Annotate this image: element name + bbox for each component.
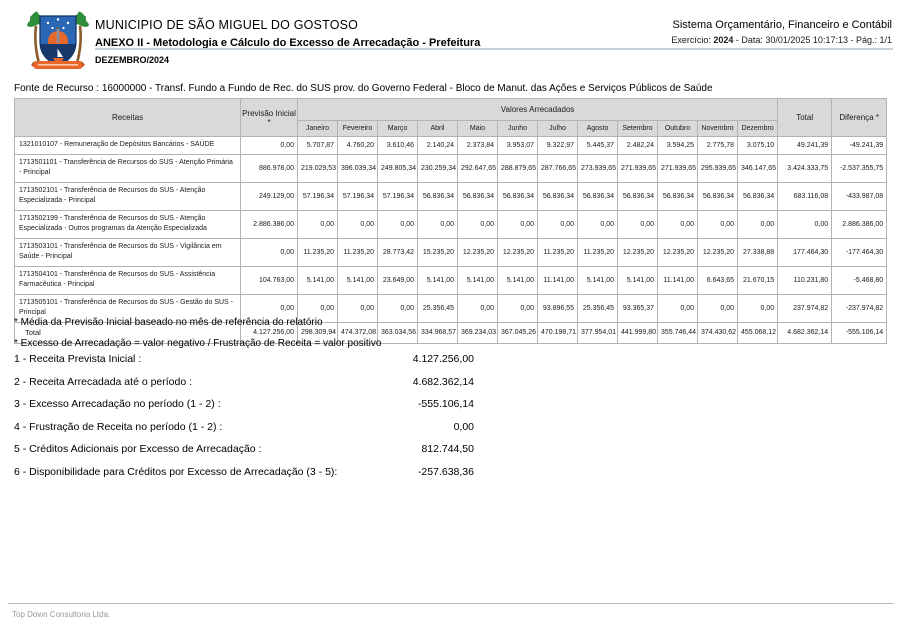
month-header: Dezembro <box>738 121 778 137</box>
month-header: Setembro <box>618 121 658 137</box>
value-cell: 0,00 <box>241 294 298 322</box>
value-cell: 0,00 <box>498 294 538 322</box>
summary-label: 3 - Excesso Arrecadação no período (1 - 2) : <box>14 398 221 410</box>
value-cell: -49.241,39 <box>832 137 887 155</box>
municipal-coat-of-arms-icon <box>27 8 89 79</box>
value-cell: 0,00 <box>458 294 498 322</box>
month-header: Outubro <box>658 121 698 137</box>
receita-label: 1713505101 - Transferência de Recursos do SUS - Gestão do SUS - Principal <box>15 294 241 322</box>
month-header: Fevereiro <box>338 121 378 137</box>
month-header: Julho <box>538 121 578 137</box>
value-cell: 295.939,65 <box>698 154 738 182</box>
value-cell: 3.424.333,75 <box>778 154 832 182</box>
value-cell: 56.836,34 <box>578 182 618 210</box>
receita-label: 1713502101 - Transferência de Recursos do SUS - Atenção Especializada - Principal <box>15 182 241 210</box>
value-cell: 56.836,34 <box>698 182 738 210</box>
value-cell: 3.953,07 <box>498 137 538 155</box>
value-cell: 2.775,78 <box>698 137 738 155</box>
table-row <box>15 154 887 182</box>
value-cell: -433.987,08 <box>832 182 887 210</box>
summary-label: 2 - Receita Arrecadada até o período : <box>14 375 193 388</box>
value-cell: 2.140,24 <box>418 137 458 155</box>
summary-label: 5 - Créditos Adicionais por Excesso de Arrecadação : <box>14 443 262 455</box>
value-cell: 292.647,65 <box>458 154 498 182</box>
value-cell: 4.760,20 <box>338 137 378 155</box>
month-header: Janeiro <box>298 121 338 137</box>
value-cell: 57.196,34 <box>338 182 378 210</box>
month-header: Abril <box>418 121 458 137</box>
summary-row <box>14 443 474 455</box>
value-cell: 369.234,03 <box>458 322 498 343</box>
report-title: ANEXO II - Metodologia e Cálculo do Excesso de Arrecadação - Prefeitura <box>95 37 481 49</box>
value-cell: 377.954,01 <box>578 322 618 343</box>
value-cell: 25.356,45 <box>418 294 458 322</box>
value-cell: 12.235,20 <box>658 238 698 266</box>
value-cell: 441.999,80 <box>618 322 658 343</box>
value-cell: 5.707,87 <box>298 137 338 155</box>
table-row <box>15 238 887 266</box>
value-cell: 0,00 <box>298 210 338 238</box>
value-cell: 0,00 <box>498 210 538 238</box>
month-header: Março <box>378 121 418 137</box>
consultancy-name: Top Down Consultoria Ltda. <box>12 610 111 619</box>
value-cell: 56.836,34 <box>418 182 458 210</box>
receita-label: 1713501101 - Transferência de Recursos do SUS - Atenção Primária - Principal <box>15 154 241 182</box>
value-cell: 0,00 <box>538 210 578 238</box>
receita-label: Total <box>15 322 241 343</box>
value-cell: 11.235,20 <box>338 238 378 266</box>
value-cell: 0,00 <box>578 210 618 238</box>
value-cell: 219.029,53 <box>298 154 338 182</box>
value-cell: 0,00 <box>658 294 698 322</box>
value-cell: 0,00 <box>618 210 658 238</box>
value-cell: 56.836,34 <box>658 182 698 210</box>
municipality-name: MUNICIPIO DE SÃO MIGUEL DO GOSTOSO <box>95 18 359 32</box>
value-cell: 11.141,00 <box>538 266 578 294</box>
value-cell: 249.805,34 <box>378 154 418 182</box>
value-cell: 5.141,00 <box>498 266 538 294</box>
value-cell: 0,00 <box>778 210 832 238</box>
receita-label: 1321010107 - Remuneração de Depósitos Bancários - SAÚDE <box>15 137 241 155</box>
value-cell: 3.075,10 <box>738 137 778 155</box>
table-row <box>15 182 887 210</box>
value-cell: 0,00 <box>738 294 778 322</box>
value-cell: 237.974,82 <box>778 294 832 322</box>
value-cell: 12.235,20 <box>698 238 738 266</box>
summary-value: 4.682.362,14 <box>412 375 474 388</box>
value-cell: 25.356,45 <box>578 294 618 322</box>
value-cell: 177.464,30 <box>778 238 832 266</box>
page-footer <box>8 603 894 619</box>
col-header-previsao-inicial: Previsão Inicial * <box>241 99 298 137</box>
col-header-diferenca: Diferença * <box>832 99 887 137</box>
table-row <box>15 137 887 155</box>
value-cell: 11.235,20 <box>538 238 578 266</box>
value-cell: 11.141,00 <box>658 266 698 294</box>
value-cell: 0,00 <box>738 210 778 238</box>
value-cell: 346.147,65 <box>738 154 778 182</box>
receita-label: 1713503101 - Transferência de Recursos do SUS - Vigilância em Saúde - Principal <box>15 238 241 266</box>
summary-row <box>14 398 474 410</box>
value-cell: 0,00 <box>378 210 418 238</box>
value-cell: 249.129,00 <box>241 182 298 210</box>
value-cell: 15.235,20 <box>418 238 458 266</box>
col-header-valores-arrecadados: Valores Arrecadados <box>298 99 778 121</box>
value-cell: 374.430,62 <box>698 322 738 343</box>
value-cell: 56.836,34 <box>618 182 658 210</box>
value-cell: 93.365,37 <box>618 294 658 322</box>
summary-row <box>14 466 474 478</box>
summary-value: 0,00 <box>453 420 474 433</box>
report-period: DEZEMBRO/2024 <box>95 55 170 65</box>
footnote: * Excesso de Arrecadação = valor negativo / Frustração de Receita = valor positivo <box>14 338 382 349</box>
value-cell: 0,00 <box>338 210 378 238</box>
value-cell: 57.196,34 <box>378 182 418 210</box>
value-cell: 2.886.386,00 <box>832 210 887 238</box>
value-cell: 288.879,65 <box>498 154 538 182</box>
summary-label: 6 - Disponibilidade para Créditos por Excesso de Arrecadação (3 - 5): <box>14 465 338 478</box>
value-cell: 21.670,15 <box>738 266 778 294</box>
value-cell: 0,00 <box>241 238 298 266</box>
value-cell: 2.373,84 <box>458 137 498 155</box>
value-cell: 5.141,00 <box>458 266 498 294</box>
system-name: Sistema Orçamentário, Financeiro e Contábil <box>672 19 892 31</box>
summary-label: 4 - Frustração de Receita no período (1 - 2) : <box>14 420 223 433</box>
value-cell: 57.196,34 <box>298 182 338 210</box>
value-cell: 104.763,00 <box>241 266 298 294</box>
value-cell: 5.141,00 <box>618 266 658 294</box>
fonte-de-recurso: Fonte de Recurso : 16000000 - Transf. Fundo a Fundo de Rec. do SUS prov. do Governo Federal - Bloco de Manut. das Ações e Serviços Públicos de Saúde <box>14 83 713 94</box>
col-header-total: Total <box>778 99 832 137</box>
value-cell: 367.045,26 <box>498 322 538 343</box>
value-cell: 4.127.256,00 <box>241 322 298 343</box>
summary-label: 1 - Receita Prevista Inicial : <box>14 353 142 365</box>
value-cell: 56.836,34 <box>498 182 538 210</box>
summary-row <box>14 376 474 388</box>
value-cell: 355.746,44 <box>658 322 698 343</box>
exercise-year: 2024 <box>713 35 734 45</box>
value-cell: 474.372,08 <box>338 322 378 343</box>
value-cell: 287.766,65 <box>538 154 578 182</box>
value-cell: 56.836,34 <box>458 182 498 210</box>
summary-row <box>14 421 474 433</box>
value-cell: 0,00 <box>698 294 738 322</box>
value-cell: 23.649,00 <box>378 266 418 294</box>
summary-value: 812.744,50 <box>421 443 474 455</box>
value-cell: 271.939,65 <box>658 154 698 182</box>
value-cell: 93.896,55 <box>538 294 578 322</box>
value-cell: 273.939,65 <box>578 154 618 182</box>
receita-label: 1713502199 - Transferência de Recursos do SUS - Atenção Especializada - Outros programas da Atenção Especializada <box>15 210 241 238</box>
value-cell: -177.464,30 <box>832 238 887 266</box>
value-cell: 298.309,94 <box>298 322 338 343</box>
value-cell: 886.978,00 <box>241 154 298 182</box>
value-cell: 6.643,65 <box>698 266 738 294</box>
value-cell: 5.141,00 <box>298 266 338 294</box>
value-cell: 3.594,25 <box>658 137 698 155</box>
value-cell: 2.886.386,00 <box>241 210 298 238</box>
receita-label: 1713504101 - Transferência de Recursos do SUS - Assistência Farmacêutica - Principal <box>15 266 241 294</box>
footnote: * Média da Previsão Inicial baseado no mês de referência do relatório <box>14 317 323 328</box>
value-cell: -237.974,82 <box>832 294 887 322</box>
value-cell: 11.235,20 <box>298 238 338 266</box>
value-cell: 11.235,20 <box>578 238 618 266</box>
value-cell: 455.068,12 <box>738 322 778 343</box>
summary-value: 4.127.256,00 <box>412 353 474 365</box>
value-cell: -5.468,80 <box>832 266 887 294</box>
value-cell: 2.482,24 <box>618 137 658 155</box>
value-cell: 12.235,20 <box>458 238 498 266</box>
month-header: Maio <box>458 121 498 137</box>
value-cell: 0,00 <box>458 210 498 238</box>
table-row <box>15 210 887 238</box>
value-cell: 12.235,20 <box>618 238 658 266</box>
value-cell: 5.141,00 <box>338 266 378 294</box>
value-cell: 56.836,34 <box>738 182 778 210</box>
month-header: Junho <box>498 121 538 137</box>
value-cell: 3.610,46 <box>378 137 418 155</box>
value-cell: 5.141,00 <box>578 266 618 294</box>
value-cell: 0,00 <box>338 294 378 322</box>
table-row <box>15 266 887 294</box>
summary-section <box>14 353 474 488</box>
value-cell: -2.537.355,75 <box>832 154 887 182</box>
value-cell: 9.322,97 <box>538 137 578 155</box>
value-cell: 334.968,57 <box>418 322 458 343</box>
value-cell: 0,00 <box>658 210 698 238</box>
value-cell: 470.198,71 <box>538 322 578 343</box>
month-header: Agosto <box>578 121 618 137</box>
exercise-info: Exercício: 2024 - Data: 30/01/2025 10:17:13 - Pág.: 1/1 <box>671 35 892 45</box>
value-cell: 363.034,56 <box>378 322 418 343</box>
value-cell: 5.445,37 <box>578 137 618 155</box>
value-cell: 396.039,34 <box>338 154 378 182</box>
value-cell: 110.231,80 <box>778 266 832 294</box>
summary-value: -555.106,14 <box>417 398 474 410</box>
value-cell: 56.836,34 <box>538 182 578 210</box>
header-divider <box>95 48 893 50</box>
value-cell: 12.235,20 <box>498 238 538 266</box>
value-cell: 28.773,42 <box>378 238 418 266</box>
value-cell: 4.682.362,14 <box>778 322 832 343</box>
summary-value: -257.638,36 <box>417 465 474 478</box>
value-cell: 0,00 <box>378 294 418 322</box>
month-header: Novembro <box>698 121 738 137</box>
value-cell: 0,00 <box>241 137 298 155</box>
value-cell: 27.338,88 <box>738 238 778 266</box>
value-cell: 0,00 <box>418 210 458 238</box>
arrecadacao-table <box>14 98 887 344</box>
col-header-receitas: Receitas <box>15 99 241 137</box>
value-cell: 5.141,00 <box>418 266 458 294</box>
summary-row <box>14 353 474 365</box>
value-cell: -555.106,14 <box>832 322 887 343</box>
value-cell: 49.241,39 <box>778 137 832 155</box>
value-cell: 230.259,34 <box>418 154 458 182</box>
value-cell: 0,00 <box>698 210 738 238</box>
value-cell: 0,00 <box>298 294 338 322</box>
value-cell: 271.939,65 <box>618 154 658 182</box>
value-cell: 683.116,08 <box>778 182 832 210</box>
